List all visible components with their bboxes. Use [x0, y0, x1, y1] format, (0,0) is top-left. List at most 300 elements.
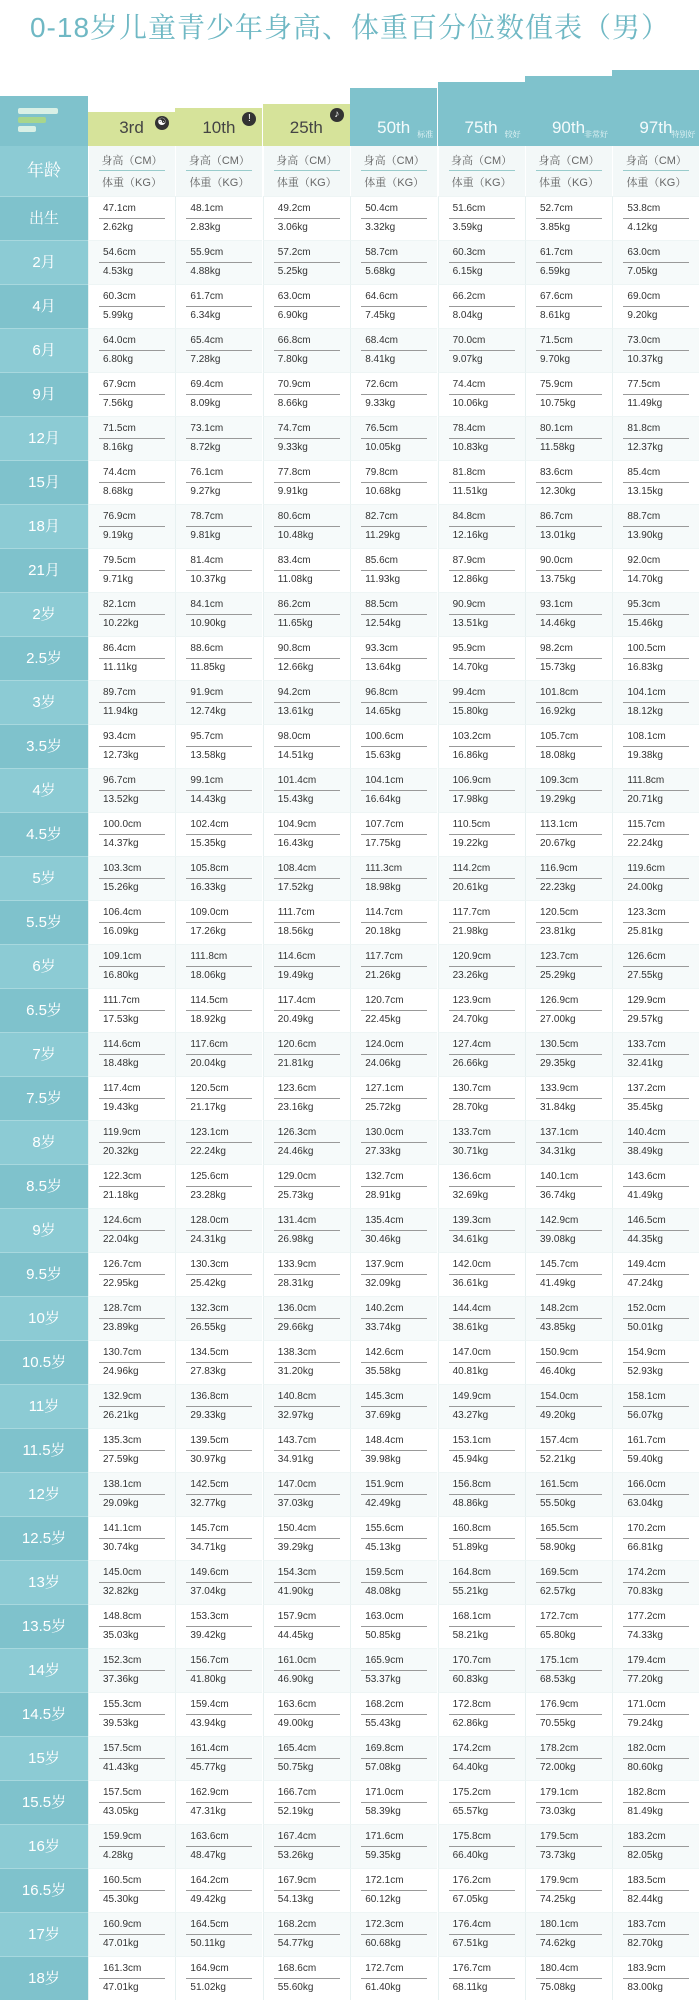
weight-value: 74.62kg — [540, 1938, 576, 1949]
percentile-header — [0, 56, 700, 146]
value-cell — [438, 724, 525, 768]
value-cell — [350, 680, 437, 724]
weight-value: 9.70kg — [540, 354, 571, 365]
table-row — [0, 724, 700, 768]
value-cell — [525, 1868, 612, 1912]
weight-value: 19.43kg — [103, 1102, 139, 1113]
value-cell — [438, 460, 525, 504]
value-cell — [438, 240, 525, 284]
value-cell — [525, 812, 612, 856]
value-cell — [612, 284, 699, 328]
value-cell — [525, 636, 612, 680]
age-label: 16岁 — [0, 1824, 88, 1868]
weight-unit-label: 体重（KG） — [626, 177, 687, 189]
weight-value: 11.85kg — [190, 662, 226, 673]
height-value: 166.7cm — [277, 1787, 317, 1798]
value-cell — [525, 944, 612, 988]
weight-value: 25.29kg — [540, 970, 576, 981]
weight-value: 35.03kg — [103, 1630, 139, 1641]
height-value: 76.5cm — [365, 423, 398, 434]
value-cell — [263, 592, 350, 636]
height-value: 175.8cm — [452, 1831, 491, 1842]
height-value: 74.7cm — [277, 423, 311, 434]
value-cell — [88, 1868, 175, 1912]
height-value: 80.6cm — [277, 511, 311, 522]
value-cell — [612, 1076, 699, 1120]
value-cell — [350, 768, 437, 812]
table-row — [0, 1076, 700, 1120]
weight-value: 30.74kg — [103, 1542, 139, 1553]
height-value: 123.1cm — [190, 1127, 229, 1138]
weight-value: 11.11kg — [103, 662, 138, 673]
weight-value: 3.06kg — [277, 222, 308, 233]
height-value: 111.8cm — [190, 951, 228, 962]
weight-value: 26.66kg — [452, 1058, 489, 1069]
weight-value: 58.21kg — [452, 1630, 489, 1641]
age-label: 17岁 — [0, 1912, 88, 1956]
weight-value: 29.33kg — [190, 1410, 226, 1421]
height-value: 169.5cm — [540, 1567, 579, 1578]
value-cell — [350, 1252, 437, 1296]
height-value: 104.1cm — [365, 775, 404, 786]
height-value: 145.7cm — [190, 1523, 229, 1534]
age-label: 12月 — [0, 416, 88, 460]
age-label: 14.5岁 — [0, 1692, 88, 1736]
weight-unit-label: 体重（KG） — [276, 177, 337, 189]
value-cell — [88, 460, 175, 504]
weight-value: 8.41kg — [365, 354, 396, 365]
weight-value: 16.64kg — [365, 794, 401, 805]
age-label: 4岁 — [0, 768, 88, 812]
age-label: 15.5岁 — [0, 1780, 88, 1824]
value-cell — [88, 416, 175, 460]
value-cell — [612, 1736, 699, 1780]
value-cell — [525, 1120, 612, 1164]
value-cell — [263, 1208, 350, 1252]
table-row — [0, 1252, 700, 1296]
value-cell — [350, 856, 437, 900]
height-value: 51.6cm — [452, 203, 486, 214]
height-value: 156.7cm — [190, 1655, 229, 1666]
table-row — [0, 1912, 700, 1956]
value-cell — [612, 768, 699, 812]
height-value: 80.1cm — [540, 423, 573, 434]
table-row — [0, 944, 700, 988]
weight-value: 23.28kg — [190, 1190, 226, 1201]
value-cell — [525, 1736, 612, 1780]
weight-value: 18.48kg — [103, 1058, 139, 1069]
weight-value: 47.01kg — [103, 1982, 139, 1993]
value-cell — [438, 988, 525, 1032]
height-value: 127.4cm — [452, 1039, 491, 1050]
weight-value: 23.16kg — [277, 1102, 314, 1113]
height-value: 130.7cm — [452, 1083, 491, 1094]
value-cell — [175, 1032, 262, 1076]
weight-value: 22.04kg — [103, 1234, 139, 1245]
weight-value: 18.56kg — [277, 926, 314, 937]
height-value: 86.2cm — [277, 599, 311, 610]
value-cell — [438, 1472, 525, 1516]
value-cell — [175, 724, 262, 768]
weight-value: 45.94kg — [452, 1454, 489, 1465]
height-value: 130.0cm — [365, 1127, 404, 1138]
height-value: 64.0cm — [103, 335, 136, 346]
value-cell — [263, 1560, 350, 1604]
weight-value: 9.19kg — [103, 530, 134, 541]
value-cell — [175, 1428, 262, 1472]
weight-value: 70.55kg — [540, 1718, 576, 1729]
value-cell — [88, 1384, 175, 1428]
weight-value: 7.05kg — [627, 266, 658, 277]
weight-value: 20.04kg — [190, 1058, 226, 1069]
height-value: 52.7cm — [540, 203, 573, 214]
height-value: 167.9cm — [277, 1875, 317, 1886]
column-header-row — [0, 146, 700, 196]
height-value: 132.7cm — [365, 1171, 404, 1182]
value-cell — [175, 1824, 262, 1868]
table-row — [0, 900, 700, 944]
weight-value: 24.96kg — [103, 1366, 139, 1377]
value-cell — [438, 1428, 525, 1472]
value-cell — [263, 724, 350, 768]
weight-value: 31.84kg — [540, 1102, 576, 1113]
table-row — [0, 768, 700, 812]
weight-value: 25.73kg — [277, 1190, 314, 1201]
value-cell — [438, 1164, 525, 1208]
weight-value: 54.13kg — [277, 1894, 314, 1905]
age-label: 3岁 — [0, 680, 88, 724]
height-value: 131.4cm — [277, 1215, 317, 1226]
weight-value: 21.18kg — [103, 1190, 139, 1201]
value-cell — [612, 196, 699, 240]
height-unit-label: 身高（CM） — [188, 155, 250, 167]
height-value: 164.2cm — [190, 1875, 229, 1886]
weight-value: 20.67kg — [540, 838, 576, 849]
value-cell — [438, 1692, 525, 1736]
weight-value: 68.11kg — [452, 1982, 488, 1993]
weight-value: 32.41kg — [627, 1058, 663, 1069]
age-label: 2月 — [0, 240, 88, 284]
height-value: 73.0cm — [627, 335, 661, 346]
value-cell — [350, 1516, 437, 1560]
value-cell — [175, 1384, 262, 1428]
weight-value: 8.16kg — [103, 442, 134, 453]
height-value: 63.0cm — [277, 291, 311, 302]
height-value: 176.4cm — [452, 1919, 491, 1930]
value-cell — [88, 1472, 175, 1516]
weight-value: 65.80kg — [540, 1630, 576, 1641]
value-cell — [525, 504, 612, 548]
value-cell — [175, 504, 262, 548]
height-value: 147.0cm — [277, 1479, 317, 1490]
value-cell — [175, 1472, 262, 1516]
height-value: 74.4cm — [452, 379, 486, 390]
value-cell — [612, 1384, 699, 1428]
value-cell — [263, 1736, 350, 1780]
age-label: 6.5岁 — [0, 988, 88, 1032]
value-cell — [350, 812, 437, 856]
weight-value: 8.66kg — [277, 398, 308, 409]
height-value: 139.5cm — [190, 1435, 229, 1446]
height-value: 179.9cm — [540, 1875, 579, 1886]
weight-value: 8.68kg — [103, 486, 134, 497]
table-row — [0, 1516, 700, 1560]
height-value: 81.4cm — [190, 555, 224, 566]
weight-value: 13.52kg — [103, 794, 139, 805]
height-value: 170.2cm — [627, 1523, 666, 1534]
value-cell — [612, 240, 699, 284]
height-value: 138.3cm — [277, 1347, 317, 1358]
value-cell — [88, 240, 175, 284]
value-cell — [612, 944, 699, 988]
value-cell — [525, 1296, 612, 1340]
weight-value: 14.37kg — [103, 838, 139, 849]
weight-value: 80.60kg — [627, 1762, 663, 1773]
height-value: 95.7cm — [190, 731, 224, 742]
weight-value: 24.00kg — [627, 882, 663, 893]
height-value: 144.4cm — [452, 1303, 491, 1314]
value-cell — [350, 504, 437, 548]
height-value: 170.7cm — [452, 1655, 491, 1666]
value-cell — [88, 1780, 175, 1824]
height-value: 176.7cm — [452, 1963, 491, 1974]
weight-value: 52.21kg — [540, 1454, 576, 1465]
value-cell — [263, 240, 350, 284]
table-row — [0, 1780, 700, 1824]
weight-value: 15.26kg — [103, 882, 139, 893]
age-label: 15岁 — [0, 1736, 88, 1780]
height-value: 164.9cm — [190, 1963, 229, 1974]
value-cell — [88, 1340, 175, 1384]
value-cell — [612, 1912, 699, 1956]
value-cell — [175, 416, 262, 460]
weight-value: 41.49kg — [540, 1278, 576, 1289]
weight-value: 9.71kg — [103, 574, 134, 585]
value-cell — [263, 460, 350, 504]
weight-value: 12.37kg — [627, 442, 663, 453]
height-value: 155.6cm — [365, 1523, 404, 1534]
weight-value: 43.94kg — [190, 1718, 226, 1729]
weight-value: 17.53kg — [103, 1014, 139, 1025]
height-value: 72.6cm — [365, 379, 398, 390]
weight-value: 6.15kg — [452, 266, 483, 277]
height-value: 165.5cm — [540, 1523, 579, 1534]
height-value: 165.9cm — [365, 1655, 404, 1666]
height-value: 81.8cm — [452, 467, 486, 478]
value-cell — [175, 768, 262, 812]
weight-value: 24.46kg — [277, 1146, 314, 1157]
weight-value: 51.02kg — [190, 1982, 226, 1993]
weight-value: 35.45kg — [627, 1102, 663, 1113]
height-value: 142.6cm — [365, 1347, 404, 1358]
weight-value: 20.32kg — [103, 1146, 139, 1157]
height-value: 87.9cm — [452, 555, 486, 566]
weight-value: 29.35kg — [540, 1058, 576, 1069]
height-value: 103.2cm — [452, 731, 491, 742]
weight-value: 11.08kg — [277, 574, 313, 585]
value-cell — [350, 1868, 437, 1912]
height-value: 120.5cm — [540, 907, 579, 918]
height-value: 156.8cm — [452, 1479, 491, 1490]
weight-value: 19.22kg — [452, 838, 489, 849]
weight-value: 51.89kg — [452, 1542, 489, 1553]
height-value: 180.1cm — [540, 1919, 579, 1930]
unit-header-cell — [88, 146, 175, 196]
value-cell — [263, 372, 350, 416]
height-value: 164.8cm — [452, 1567, 491, 1578]
weight-value: 16.80kg — [103, 970, 139, 981]
value-cell — [612, 1604, 699, 1648]
value-cell — [612, 988, 699, 1032]
height-value: 128.7cm — [103, 1303, 142, 1314]
weight-value: 18.98kg — [365, 882, 401, 893]
height-value: 117.4cm — [277, 995, 316, 1006]
age-label: 14岁 — [0, 1648, 88, 1692]
height-value: 95.9cm — [452, 643, 486, 654]
weight-value: 52.19kg — [277, 1806, 314, 1817]
weight-value: 13.51kg — [452, 618, 489, 629]
weight-value: 70.83kg — [627, 1586, 663, 1597]
weight-value: 2.62kg — [103, 222, 134, 233]
weight-value: 24.70kg — [452, 1014, 489, 1025]
weight-value: 48.47kg — [190, 1850, 226, 1861]
height-value: 108.1cm — [627, 731, 666, 742]
table-row — [0, 1472, 700, 1516]
unit-header-cell — [525, 146, 612, 196]
percentile-tab — [350, 88, 437, 146]
height-value: 129.0cm — [277, 1171, 317, 1182]
value-cell — [350, 1604, 437, 1648]
height-value: 182.0cm — [627, 1743, 666, 1754]
weight-value: 15.80kg — [452, 706, 489, 717]
value-cell — [612, 460, 699, 504]
percentile-rating: 标准 — [417, 130, 434, 139]
value-cell — [88, 1824, 175, 1868]
table-row — [0, 1604, 700, 1648]
value-cell — [350, 328, 437, 372]
unit-header-cell — [350, 146, 437, 196]
weight-value: 15.46kg — [627, 618, 663, 629]
value-cell — [612, 416, 699, 460]
weight-unit-label: 体重（KG） — [102, 177, 162, 189]
age-label: 9.5岁 — [0, 1252, 88, 1296]
weight-value: 9.81kg — [190, 530, 221, 541]
value-cell — [350, 1164, 437, 1208]
weight-value: 22.23kg — [540, 882, 576, 893]
value-cell — [525, 372, 612, 416]
value-cell — [438, 1560, 525, 1604]
weight-value: 30.46kg — [365, 1234, 401, 1245]
age-label: 9岁 — [0, 1208, 88, 1252]
weight-value: 75.08kg — [540, 1982, 576, 1993]
value-cell — [438, 548, 525, 592]
weight-value: 16.86kg — [452, 750, 489, 761]
weight-value: 9.33kg — [277, 442, 308, 453]
weight-value: 4.53kg — [103, 266, 134, 277]
height-value: 90.9cm — [452, 599, 486, 610]
value-cell — [525, 1692, 612, 1736]
weight-value: 22.45kg — [365, 1014, 401, 1025]
percentile-tab — [88, 112, 175, 146]
value-cell — [263, 1032, 350, 1076]
weight-value: 14.70kg — [452, 662, 489, 673]
age-label: 21月 — [0, 548, 88, 592]
height-value: 76.1cm — [190, 467, 224, 478]
weight-value: 25.72kg — [365, 1102, 401, 1113]
value-cell — [525, 768, 612, 812]
value-cell — [612, 504, 699, 548]
value-cell — [525, 1604, 612, 1648]
value-cell — [88, 1120, 175, 1164]
height-value: 78.7cm — [190, 511, 224, 522]
weight-unit-label: 体重（KG） — [189, 177, 250, 189]
weight-value: 50.01kg — [627, 1322, 663, 1333]
page-title: 0-18岁儿童青少年身高、体重百分位数值表（男） — [29, 12, 671, 43]
value-cell — [263, 1384, 350, 1428]
height-value: 182.8cm — [627, 1787, 666, 1798]
height-value: 183.5cm — [627, 1875, 666, 1886]
weight-value: 58.90kg — [540, 1542, 576, 1553]
weight-value: 66.40kg — [452, 1850, 489, 1861]
weight-value: 7.80kg — [277, 354, 308, 365]
value-cell — [612, 1472, 699, 1516]
percentile-tab — [263, 104, 350, 146]
age-label: 4.5岁 — [0, 812, 88, 856]
value-cell — [612, 1120, 699, 1164]
value-cell — [525, 284, 612, 328]
value-cell — [525, 1912, 612, 1956]
weight-value: 24.06kg — [365, 1058, 401, 1069]
table-row — [0, 196, 700, 240]
height-value: 68.4cm — [365, 335, 398, 346]
height-value: 96.8cm — [365, 687, 398, 698]
weight-value: 27.55kg — [627, 970, 663, 981]
weight-value: 27.59kg — [103, 1454, 139, 1465]
height-value: 109.1cm — [103, 951, 142, 962]
height-value: 166.0cm — [627, 1479, 666, 1490]
height-value: 149.9cm — [452, 1391, 491, 1402]
weight-value: 22.24kg — [627, 838, 663, 849]
weight-value: 16.83kg — [627, 662, 663, 673]
height-value: 150.9cm — [540, 1347, 579, 1358]
weight-value: 82.05kg — [627, 1850, 663, 1861]
table-row — [0, 372, 700, 416]
value-cell — [175, 460, 262, 504]
weight-value: 82.70kg — [627, 1938, 663, 1949]
value-cell — [175, 1692, 262, 1736]
value-cell — [175, 812, 262, 856]
weight-value: 43.27kg — [452, 1410, 489, 1421]
weight-value: 14.65kg — [365, 706, 401, 717]
weight-value: 10.68kg — [365, 486, 401, 497]
table-row — [0, 1868, 700, 1912]
height-value: 179.4cm — [627, 1655, 666, 1666]
height-value: 123.9cm — [452, 995, 491, 1006]
age-label: 6岁 — [0, 944, 88, 988]
table-row — [0, 1296, 700, 1340]
weight-value: 50.75kg — [277, 1762, 314, 1773]
height-value: 150.4cm — [277, 1523, 317, 1534]
height-value: 140.1cm — [540, 1171, 579, 1182]
weight-value: 34.61kg — [452, 1234, 489, 1245]
height-value: 178.2cm — [540, 1743, 579, 1754]
weight-value: 68.53kg — [540, 1674, 576, 1685]
weight-value: 26.98kg — [277, 1234, 314, 1245]
height-value: 64.6cm — [365, 291, 398, 302]
value-cell — [525, 1208, 612, 1252]
value-cell — [88, 592, 175, 636]
value-cell — [263, 1120, 350, 1164]
